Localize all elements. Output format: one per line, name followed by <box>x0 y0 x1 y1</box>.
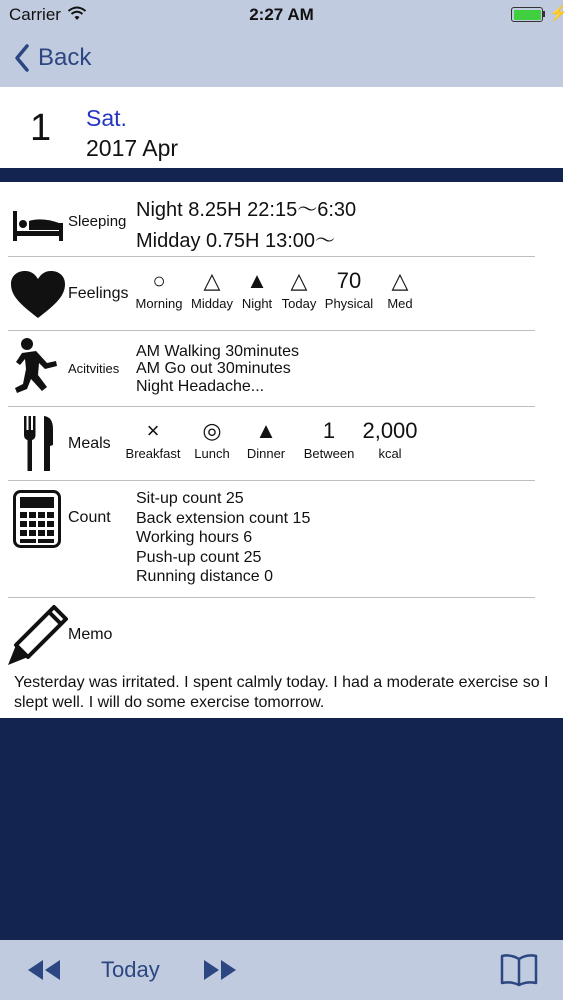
feeling-label: Night <box>241 296 273 311</box>
back-chevron-icon <box>14 44 30 72</box>
memo-label: Memo <box>68 626 113 643</box>
meal-symbol: ◎ <box>202 418 222 443</box>
feeling-label: Midday <box>191 296 233 311</box>
meal-label: kcal <box>378 446 402 461</box>
feeling-today <box>279 266 319 311</box>
feeling-symbol: △ <box>391 268 409 293</box>
sleeping-section[interactable] <box>0 182 563 257</box>
feeling-symbol: ▲ <box>246 268 268 293</box>
feeling-morning <box>134 266 184 311</box>
feeling-symbol: 70 <box>336 268 362 293</box>
meal-label: Breakfast <box>125 446 181 461</box>
date-weekday: Sat. <box>86 105 127 131</box>
rewind-icon[interactable] <box>27 959 61 986</box>
heart-icon <box>10 270 66 325</box>
meal-label: Lunch <box>194 446 230 461</box>
activity-line: AM Go out 30minutes <box>136 360 291 377</box>
sleeping-label: Sleeping <box>68 213 127 230</box>
meals-label: Meals <box>68 435 111 452</box>
date-header <box>0 87 563 168</box>
memo-text: Yesterday was irritated. I spent calmly today. I had a moderate exercise so I slept well. I will do some exercise tomorrow. <box>14 674 549 711</box>
sleeping-night: Night 8.25H 22:15～6:30 <box>136 199 357 221</box>
bottom-toolbar <box>0 940 563 1000</box>
bed-icon <box>12 209 64 248</box>
count-line: Back extension count 15 <box>136 510 311 527</box>
meals-section[interactable] <box>0 407 563 480</box>
feeling-midday <box>187 266 237 311</box>
meal-symbol: 2,000 <box>362 418 418 443</box>
empty-area <box>0 718 563 940</box>
battery-icon <box>511 7 543 22</box>
activity-line: Night Headache... <box>136 378 265 395</box>
back-label: Back <box>38 44 92 71</box>
date-month-year: 2017 Apr <box>86 135 179 161</box>
date-day: 1 <box>30 107 52 149</box>
count-line: Running distance 0 <box>136 568 273 585</box>
book-icon[interactable] <box>500 953 538 992</box>
feelings-label: Feelings <box>68 285 129 302</box>
meal-symbol: × <box>146 418 160 443</box>
meal-symbol: 1 <box>322 418 336 443</box>
charging-icon: ⚡ <box>549 5 568 22</box>
count-line: Working hours 6 <box>136 529 253 546</box>
today-button[interactable]: Today <box>101 957 160 982</box>
carrier-label: Carrier <box>9 5 61 24</box>
header-divider-band <box>0 168 563 182</box>
back-button[interactable] <box>14 40 91 76</box>
feeling-night <box>237 266 277 311</box>
memo-section[interactable] <box>0 598 563 718</box>
feeling-symbol: ○ <box>152 268 166 293</box>
running-person-icon <box>14 337 60 404</box>
sleeping-midday: Midday 0.75H 13:00～ <box>136 230 336 252</box>
feeling-label: Today <box>281 296 317 311</box>
activity-line: AM Walking 30minutes <box>136 343 300 360</box>
meal-breakfast <box>120 416 186 461</box>
activities-label: Acitvities <box>68 361 120 376</box>
count-label: Count <box>68 509 111 526</box>
meal-label: Dinner <box>246 446 286 461</box>
clock-time: 2:27 AM <box>249 5 314 24</box>
meal-symbol: ▲ <box>255 418 277 443</box>
calculator-icon <box>13 490 61 553</box>
meal-kcal <box>360 416 420 461</box>
count-line: Sit-up count 25 <box>136 490 244 507</box>
meal-label: Between <box>303 446 355 461</box>
status-bar <box>0 0 568 28</box>
feeling-label: Med <box>387 296 413 311</box>
meal-between <box>298 416 360 461</box>
activities-section[interactable] <box>0 331 563 406</box>
count-line: Push-up count 25 <box>136 549 262 566</box>
feeling-symbol: △ <box>290 268 308 293</box>
feeling-med <box>380 266 420 311</box>
meal-dinner <box>240 416 292 461</box>
meal-lunch <box>188 416 236 461</box>
navigation-bar <box>0 28 563 87</box>
fast-forward-icon[interactable] <box>203 959 237 986</box>
feeling-symbol: △ <box>203 268 221 293</box>
feeling-label: Morning <box>135 296 183 311</box>
fork-knife-icon <box>23 415 55 478</box>
battery-tip <box>543 11 545 17</box>
feelings-section[interactable] <box>0 257 563 331</box>
feeling-physical <box>322 266 376 311</box>
pencil-icon <box>6 603 70 672</box>
feeling-label: Physical <box>324 296 374 311</box>
count-section[interactable] <box>0 481 563 597</box>
